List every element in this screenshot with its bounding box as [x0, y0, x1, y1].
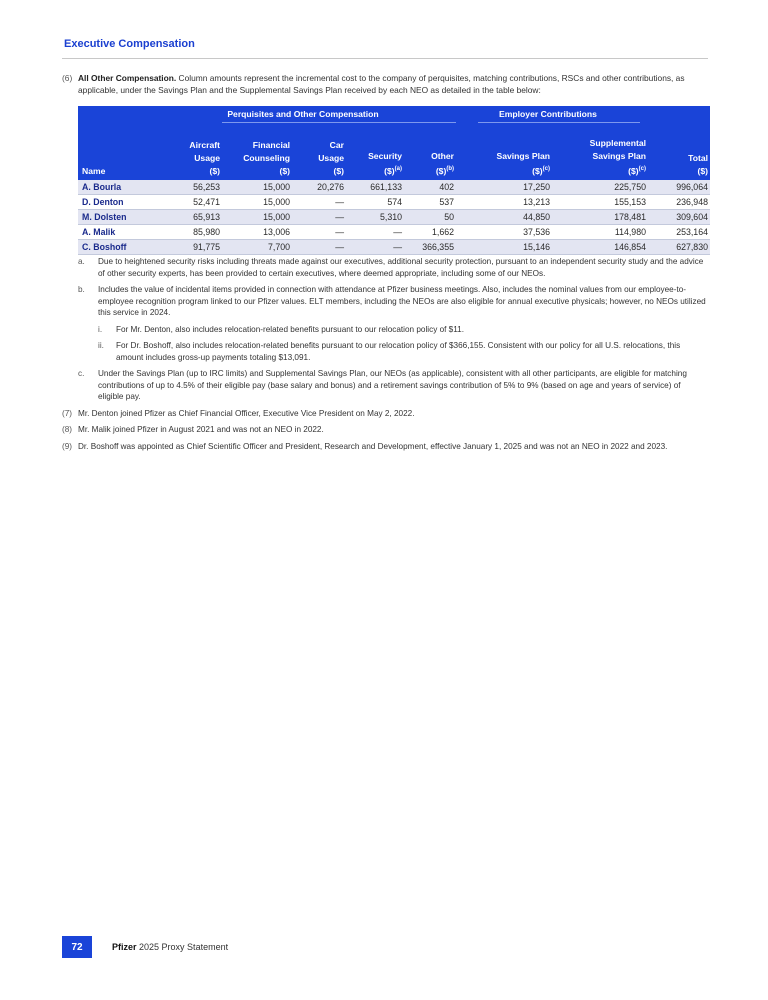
- other-compensation-table: [78, 106, 710, 255]
- cell-car: —: [335, 197, 344, 207]
- cell-car: —: [335, 212, 344, 222]
- footnote-6: [62, 72, 708, 96]
- col-financial-counseling: Financial Counseling ($): [243, 140, 290, 176]
- col-aircraft-usage: Aircraft Usage ($): [189, 140, 220, 176]
- cell-aircraft: 56,253: [193, 182, 220, 192]
- cell-other: 537: [439, 197, 454, 207]
- col-savings-plan: Savings Plan ($)$^{(c)}$: [496, 151, 550, 176]
- note-9: (9) Dr. Boshoff was appointed as Chief Scientific Officer and President, Research and Development, effective January 1, 2025 and was not an NEO in 2022 and 2023.: [62, 441, 668, 451]
- cell-aircraft: 85,980: [193, 227, 220, 237]
- cell-supplemental: 225,750: [614, 182, 646, 192]
- cell-financial: 13,006: [263, 227, 290, 237]
- cell-supplemental: 146,854: [614, 242, 646, 252]
- cell-other: 50: [444, 212, 454, 222]
- cell-financial: 15,000: [263, 182, 290, 192]
- note-7: (7) Mr. Denton joined Pfizer as Chief Financial Officer, Executive Vice President on May 2, 2022.: [62, 408, 415, 418]
- footer-brand: Pfizer: [112, 942, 137, 952]
- cell-supplemental: 178,481: [614, 212, 646, 222]
- col-car-usage: Car Usage ($): [318, 140, 344, 176]
- note-c: c. Under the Savings Plan (up to IRC limits) and Supplemental Savings Plan, our NEOs (as applicable), consistent with all other participants, are eligible for matching contributions of up to 4.5% of their eligible pay (base salary and bonus) and a retirement savings contribution of 5% to 9% (based on age and years of service) of eligible pay.: [78, 369, 687, 401]
- cell-total: 996,064: [676, 182, 708, 192]
- cell-financial: 15,000: [263, 197, 290, 207]
- cell-savings: 15,146: [523, 242, 550, 252]
- note-8: (8) Mr. Malik joined Pfizer in August 2021 and was not an NEO in 2022.: [62, 425, 324, 434]
- cell-aircraft: 65,913: [193, 212, 220, 222]
- table-row: [78, 240, 710, 255]
- footnote-lead: All Other Compensation.: [78, 73, 177, 83]
- col-name: Name: [82, 166, 106, 176]
- table-row: [78, 225, 710, 240]
- footnotes: [62, 256, 708, 457]
- cell-car: —: [335, 227, 344, 237]
- cell-total: 627,830: [676, 242, 708, 252]
- cell-savings: 44,850: [523, 212, 550, 222]
- cell-savings: 13,213: [523, 197, 550, 207]
- col-security: Security ($)$^{(a)}$: [368, 151, 402, 176]
- cell-supplemental: 155,153: [614, 197, 646, 207]
- group-employer-contributions: Employer Contributions: [456, 109, 640, 119]
- cell-car: 20,276: [317, 182, 344, 192]
- cell-financial: 15,000: [263, 212, 290, 222]
- cell-aircraft: 52,471: [193, 197, 220, 207]
- footnote-number: (6): [62, 73, 73, 83]
- cell-total: 236,948: [676, 197, 708, 207]
- table-body: [78, 180, 710, 255]
- table-row: [78, 180, 710, 195]
- cell-total: 309,604: [676, 212, 708, 222]
- cell-other: 402: [439, 182, 454, 192]
- table-row: [78, 210, 710, 225]
- col-other: Other ($)$^{(b)}$: [431, 151, 454, 176]
- note-a: a. Due to heightened security risks including threats made against our executives, additional security protection, pursuant to an independent security study and the advice of other security experts, has been provided to certain executives, where deemed appropriate, including some of our NEOs.: [78, 257, 704, 278]
- cell-security: 661,133: [370, 182, 402, 192]
- table-column-header: [78, 122, 710, 180]
- cell-security: —: [393, 227, 402, 237]
- cell-name: M. Dolsten: [82, 212, 127, 222]
- footer-text: [112, 942, 228, 952]
- cell-security: 5,310: [379, 212, 402, 222]
- cell-name: A. Malik: [82, 227, 116, 237]
- footnote-text: Column amounts represent the incremental cost to the company of perquisites, matching contributions, RSCs and other contributions, as applicable, under the Savings Plan and the Supplemental Savings Plan received by each NEO as detailed in the table below:: [78, 73, 685, 95]
- cell-supplemental: 114,980: [614, 227, 646, 237]
- footer-doc-title: 2025 Proxy Statement: [139, 942, 229, 952]
- note-b: b. Includes the value of incidental items provided in connection with attendance at Pfizer business meetings. Also, includes the nominal values from our employee-to-employee recognition program linked to our Pfizer values. ELT members, including the NEOs are also eligible for annual executive physicals; however, no NEOs utilized this service in 2024.: [78, 285, 706, 317]
- page-number: 72: [62, 936, 92, 958]
- table-group-header: [78, 106, 710, 122]
- page-footer: [62, 936, 228, 958]
- section-title: Executive Compensation: [64, 38, 195, 50]
- table-row: [78, 195, 710, 210]
- cell-security: 574: [387, 197, 402, 207]
- cell-other: 366,355: [422, 242, 454, 252]
- header-divider: [62, 58, 708, 59]
- note-b-ii: ii. For Dr. Boshoff, also includes relocation-related benefits pursuant to our relocation policy of $366,155. Consistent with our policy for all U.S. relocations, this amount includes gross-up payments totaling $13,091.: [98, 341, 681, 362]
- cell-car: —: [335, 242, 344, 252]
- group-perquisites: Perquisites and Other Compensation: [150, 109, 456, 119]
- cell-name: A. Bourla: [82, 182, 122, 192]
- note-b-i: i. For Mr. Denton, also includes relocation-related benefits pursuant to our relocation policy of $11.: [98, 324, 465, 334]
- cell-name: C. Boshoff: [82, 242, 127, 252]
- col-total: Total ($): [688, 153, 708, 176]
- cell-name: D. Denton: [82, 197, 124, 207]
- cell-total: 253,164: [676, 227, 708, 237]
- cell-other: 1,662: [431, 227, 454, 237]
- cell-savings: 37,536: [523, 227, 550, 237]
- col-supplemental-savings-plan: Supplemental Savings Plan ($)$^{(c)}$: [589, 138, 646, 176]
- cell-aircraft: 91,775: [193, 242, 220, 252]
- cell-savings: 17,250: [523, 182, 550, 192]
- cell-security: —: [393, 242, 402, 252]
- cell-financial: 7,700: [267, 242, 290, 252]
